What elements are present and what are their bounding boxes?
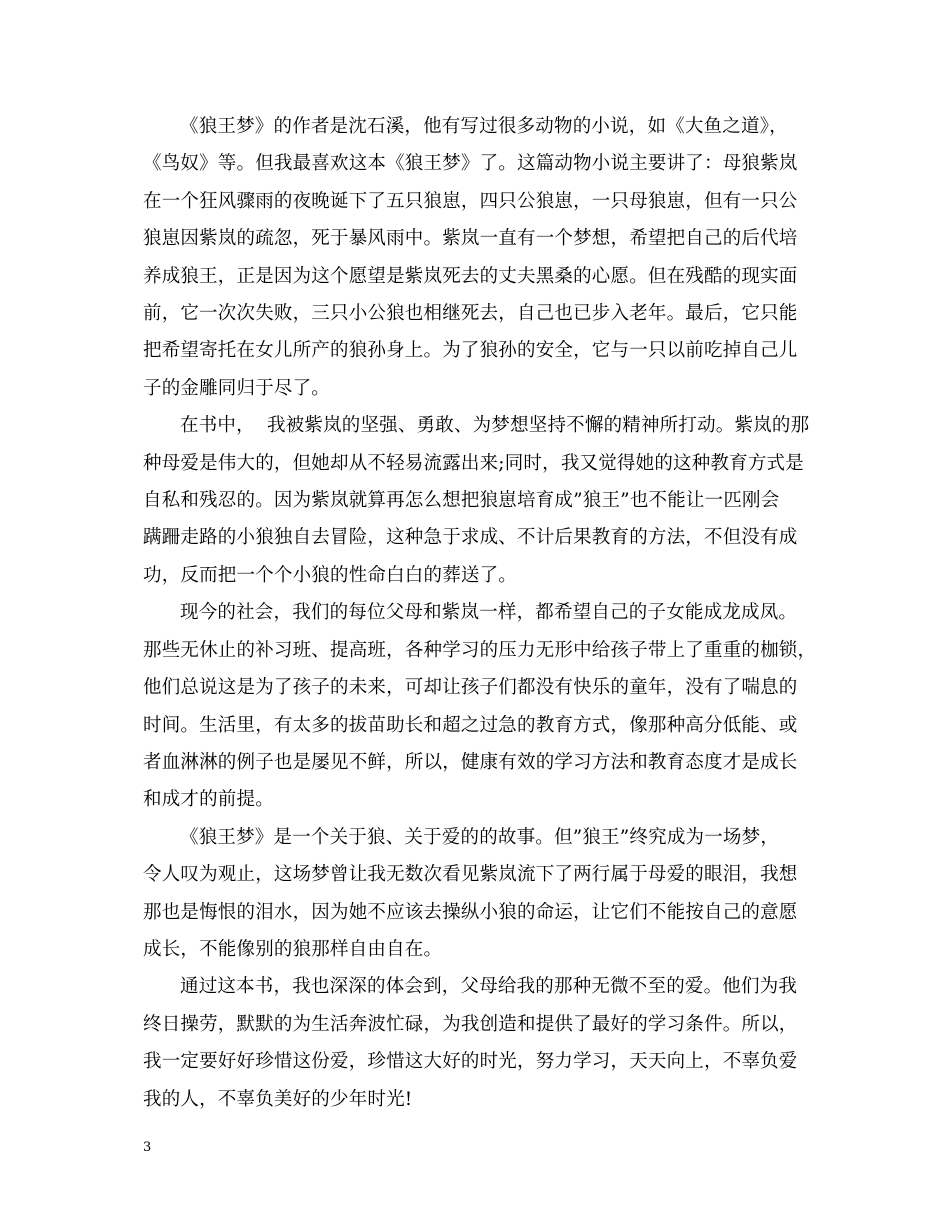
paragraph-1 [143,108,813,407]
paragraph-5 [143,968,813,1118]
text-line: 终日操劳，默默的为生活奔波忙碌，为我创造和提供了最好的学习条件。所以， [143,1013,798,1035]
text-line: 种母爱是伟大的，但她却从不轻易流露出来;同时，我又觉得她的这种教育方式是 [143,452,804,474]
text-line: 和成才的前提。 [143,789,274,811]
text-line: 蹒跚走路的小狼独自去冒险，这种急于求成、不计后果教育的方法，不但没有成 [143,527,798,549]
text-line: 自私和残忍的。因为紫岚就算再怎么想把狼崽培育成”狼王”也不能让一匹刚会 [143,490,780,512]
text-line: 功，反而把一个个小狼的性命白白的葬送了。 [143,564,518,586]
text-line: 那些无休止的补习班、提高班，各种学习的压力无形中给孩子带上了重重的枷锁， [143,639,817,661]
text-line: 成长，不能像别的狼那样自由自在。 [143,938,443,960]
text-line: 狼崽因紫岚的疏忽，死于暴风雨中。紫岚一直有一个梦想，希望把自己的后代培 [143,228,798,250]
text-line: 现今的社会，我们的每位父母和紫岚一样，都希望自己的子女能成龙成凤。 [180,602,798,624]
page-number: 3 [143,1140,152,1155]
text-line: 子的金雕同归于尽了。 [143,377,331,399]
text-line: 养成狼王，正是因为这个愿望是紫岚死去的丈夫黑桑的心愿。但在残酷的现实面 [143,265,798,287]
text-line: 通过这本书，我也深深的体会到，父母给我的那种无微不至的爱。他们为我 [180,976,798,998]
text-line: 前，它一次次失败，三只小公狼也相继死去，自己也已步入老年。最后，它只能 [143,303,798,325]
text-line: 《鸟奴》等。但我最喜欢这本《狼王梦》了。这篇动物小说主要讲了：母狼紫岚 [143,153,798,175]
text-line: 他们总说这是为了孩子的未来，可却让孩子们都没有快乐的童年，没有了喘息的 [143,677,798,699]
paragraph-3 [143,594,817,818]
text-line: 在书中， 我被紫岚的坚强、勇敢、为梦想坚持不懈的精神所打动。紫岚的那 [180,415,810,437]
text-line: 我的人，不辜负美好的少年时光! [143,1088,413,1110]
text-line: 者血淋淋的例子也是屡见不鲜，所以，健康有效的学习方法和教育态度才是成长 [143,751,798,773]
text-line: 《狼王梦》的作者是沈石溪，他有写过很多动物的小说，如《大鱼之道》， [180,116,788,137]
body-text [143,108,817,1118]
paragraph-4 [143,819,813,969]
text-line: 在一个狂风骤雨的夜晚诞下了五只狼崽，四只公狼崽，一只母狼崽，但有一只公 [143,190,798,212]
paragraph-2 [143,407,813,594]
text-line: 那也是悔恨的泪水，因为她不应该去操纵小狼的命运，让它们不能按自己的意愿 [143,901,798,923]
text-line: 把希望寄托在女儿所产的狼孙身上。为了狼孙的安全，它与一只以前吃掉自己儿 [143,340,798,362]
text-line: 《狼王梦》是一个关于狼、关于爱的的故事。但”狼王”终究成为一场梦， [180,826,780,848]
text-line: 时间。生活里，有太多的拔苗助长和超之过急的教育方式，像那种高分低能、或 [143,714,798,736]
text-line: 令人叹为观止，这场梦曾让我无数次看见紫岚流下了两行属于母爱的眼泪，我想 [143,864,798,886]
text-line: 我一定要好好珍惜这份爱，珍惜这大好的时光，努力学习，天天向上，不辜负爱 [143,1051,798,1073]
